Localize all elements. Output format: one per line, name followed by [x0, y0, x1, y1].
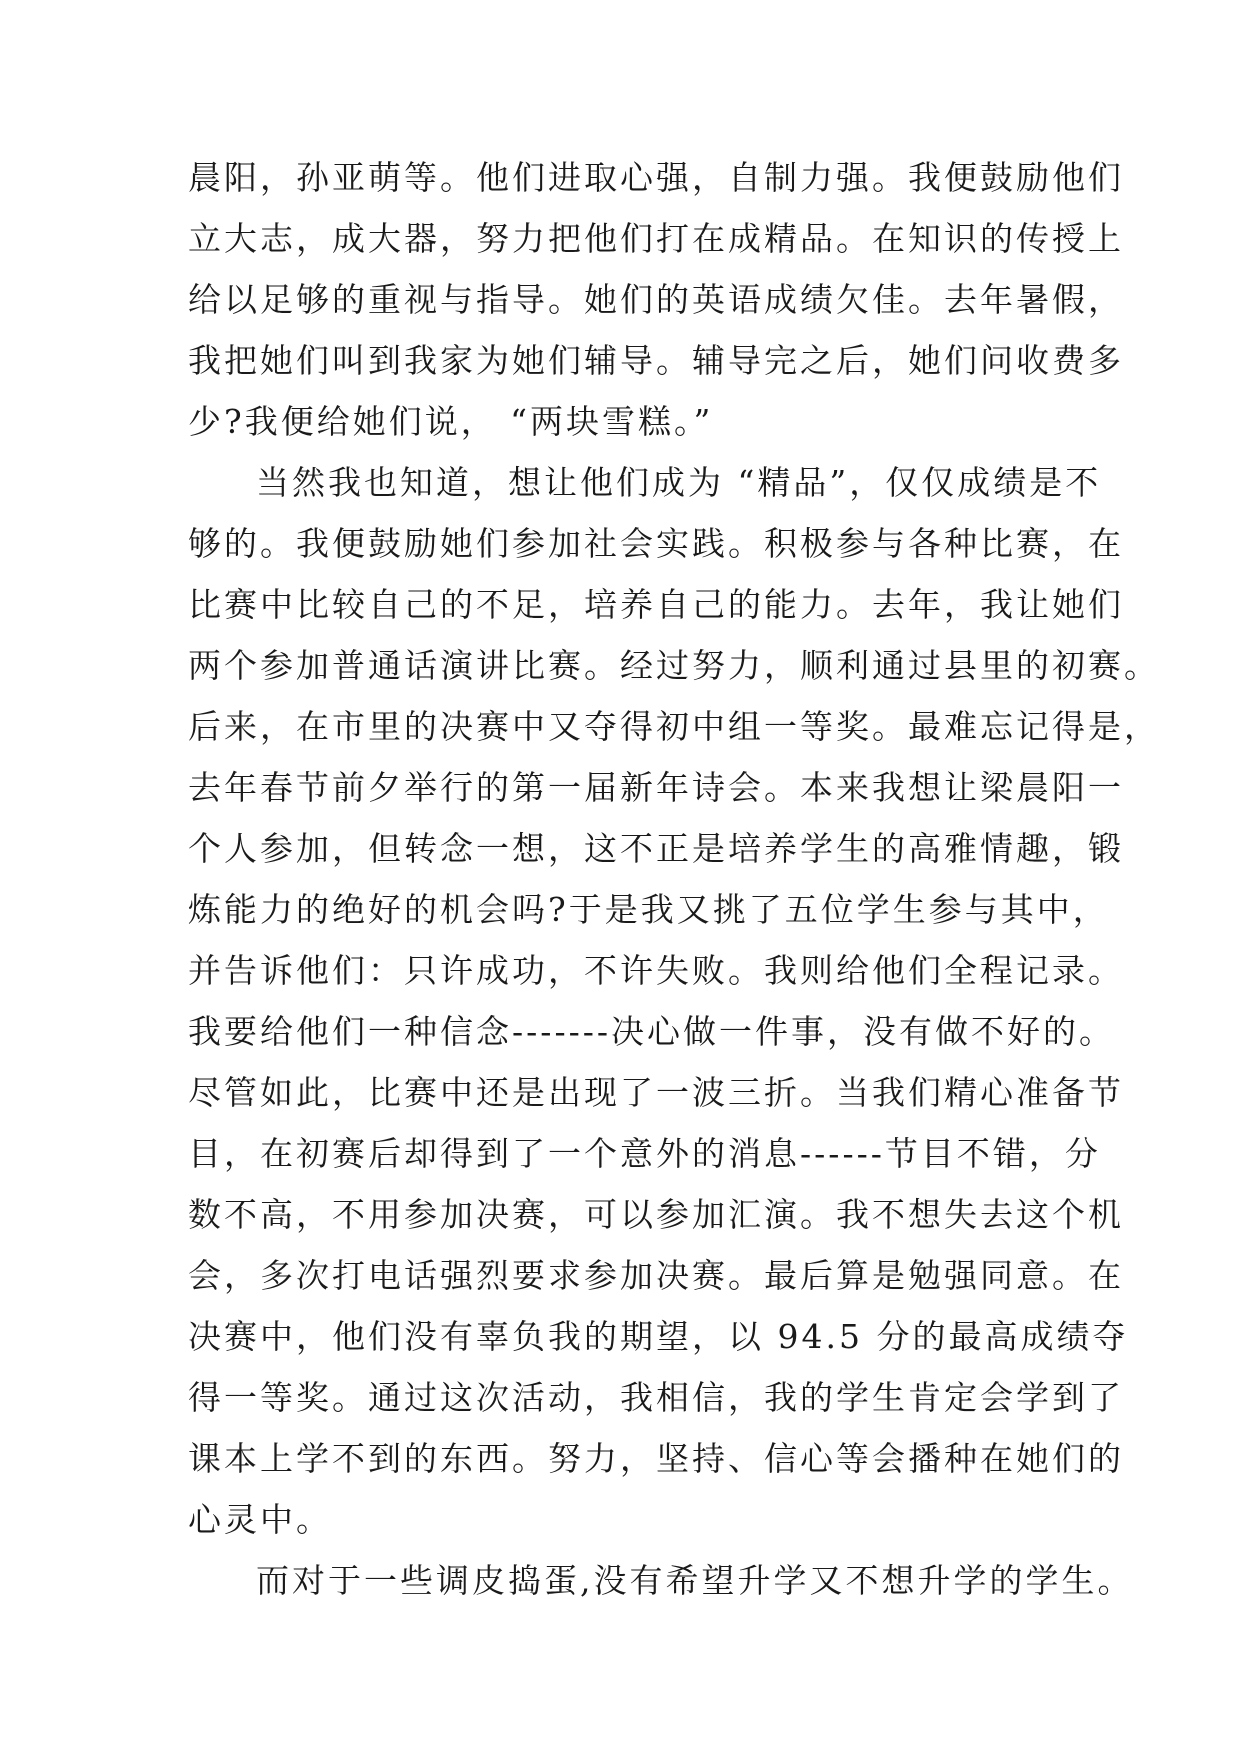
text-line: 我要给他们一种信念-------决心做一件事，没有做不好的。	[188, 1012, 1116, 1051]
text-line: 去年春节前夕举行的第一届新年诗会。本来我想让梁晨阳一	[188, 768, 1124, 807]
text-line: 目，在初赛后却得到了一个意外的消息------节目不错，分	[188, 1134, 1101, 1173]
text-line: 我把她们叫到我家为她们辅导。辅导完之后，她们问收费多	[188, 341, 1124, 380]
text-line: 决赛中，他们没有辜负我的期望，以 94.5 分的最高成绩夺	[188, 1317, 1129, 1356]
text-line: 少?我便给她们说， “两块雪糕。”	[188, 402, 714, 441]
text-line: 给以足够的重视与指导。她们的英语成绩欠佳。去年暑假，	[188, 280, 1124, 319]
text-line: 心灵中。	[188, 1500, 332, 1539]
paragraph-first-line: 当然我也知道，想让他们成为 “精品”，仅仅成绩是不	[256, 463, 1102, 502]
text-line: 并告诉他们：只许成功，不许失败。我则给他们全程记录。	[188, 951, 1124, 990]
text-line: 晨阳，孙亚萌等。他们进取心强，自制力强。我便鼓励他们	[188, 158, 1124, 197]
paragraph-first-line: 而对于一些调皮捣蛋,没有希望升学又不想升学的学生。	[256, 1561, 1134, 1600]
text-line: 后来，在市里的决赛中又夺得初中组一等奖。最难忘记得是，	[188, 707, 1160, 746]
text-line: 两个参加普通话演讲比赛。经过努力，顺利通过县里的初赛。	[188, 646, 1160, 685]
text-line: 数不高，不用参加决赛，可以参加汇演。我不想失去这个机	[188, 1195, 1124, 1234]
text-line: 个人参加，但转念一想，这不正是培养学生的高雅情趣，锻	[188, 829, 1124, 868]
text-line: 够的。我便鼓励她们参加社会实践。积极参与各种比赛，在	[188, 524, 1124, 563]
text-line: 立大志，成大器，努力把他们打在成精品。在知识的传授上	[188, 219, 1124, 258]
text-line: 炼能力的绝好的机会吗?于是我又挑了五位学生参与其中，	[188, 890, 1109, 929]
text-line: 比赛中比较自己的不足，培养自己的能力。去年，我让她们	[188, 585, 1124, 624]
text-line: 会，多次打电话强烈要求参加决赛。最后算是勉强同意。在	[188, 1256, 1124, 1295]
text-line: 尽管如此，比赛中还是出现了一波三折。当我们精心准备节	[188, 1073, 1124, 1112]
text-line: 得一等奖。通过这次活动，我相信，我的学生肯定会学到了	[188, 1378, 1124, 1417]
text-line: 课本上学不到的东西。努力，坚持、信心等会播种在她们的	[188, 1439, 1124, 1478]
